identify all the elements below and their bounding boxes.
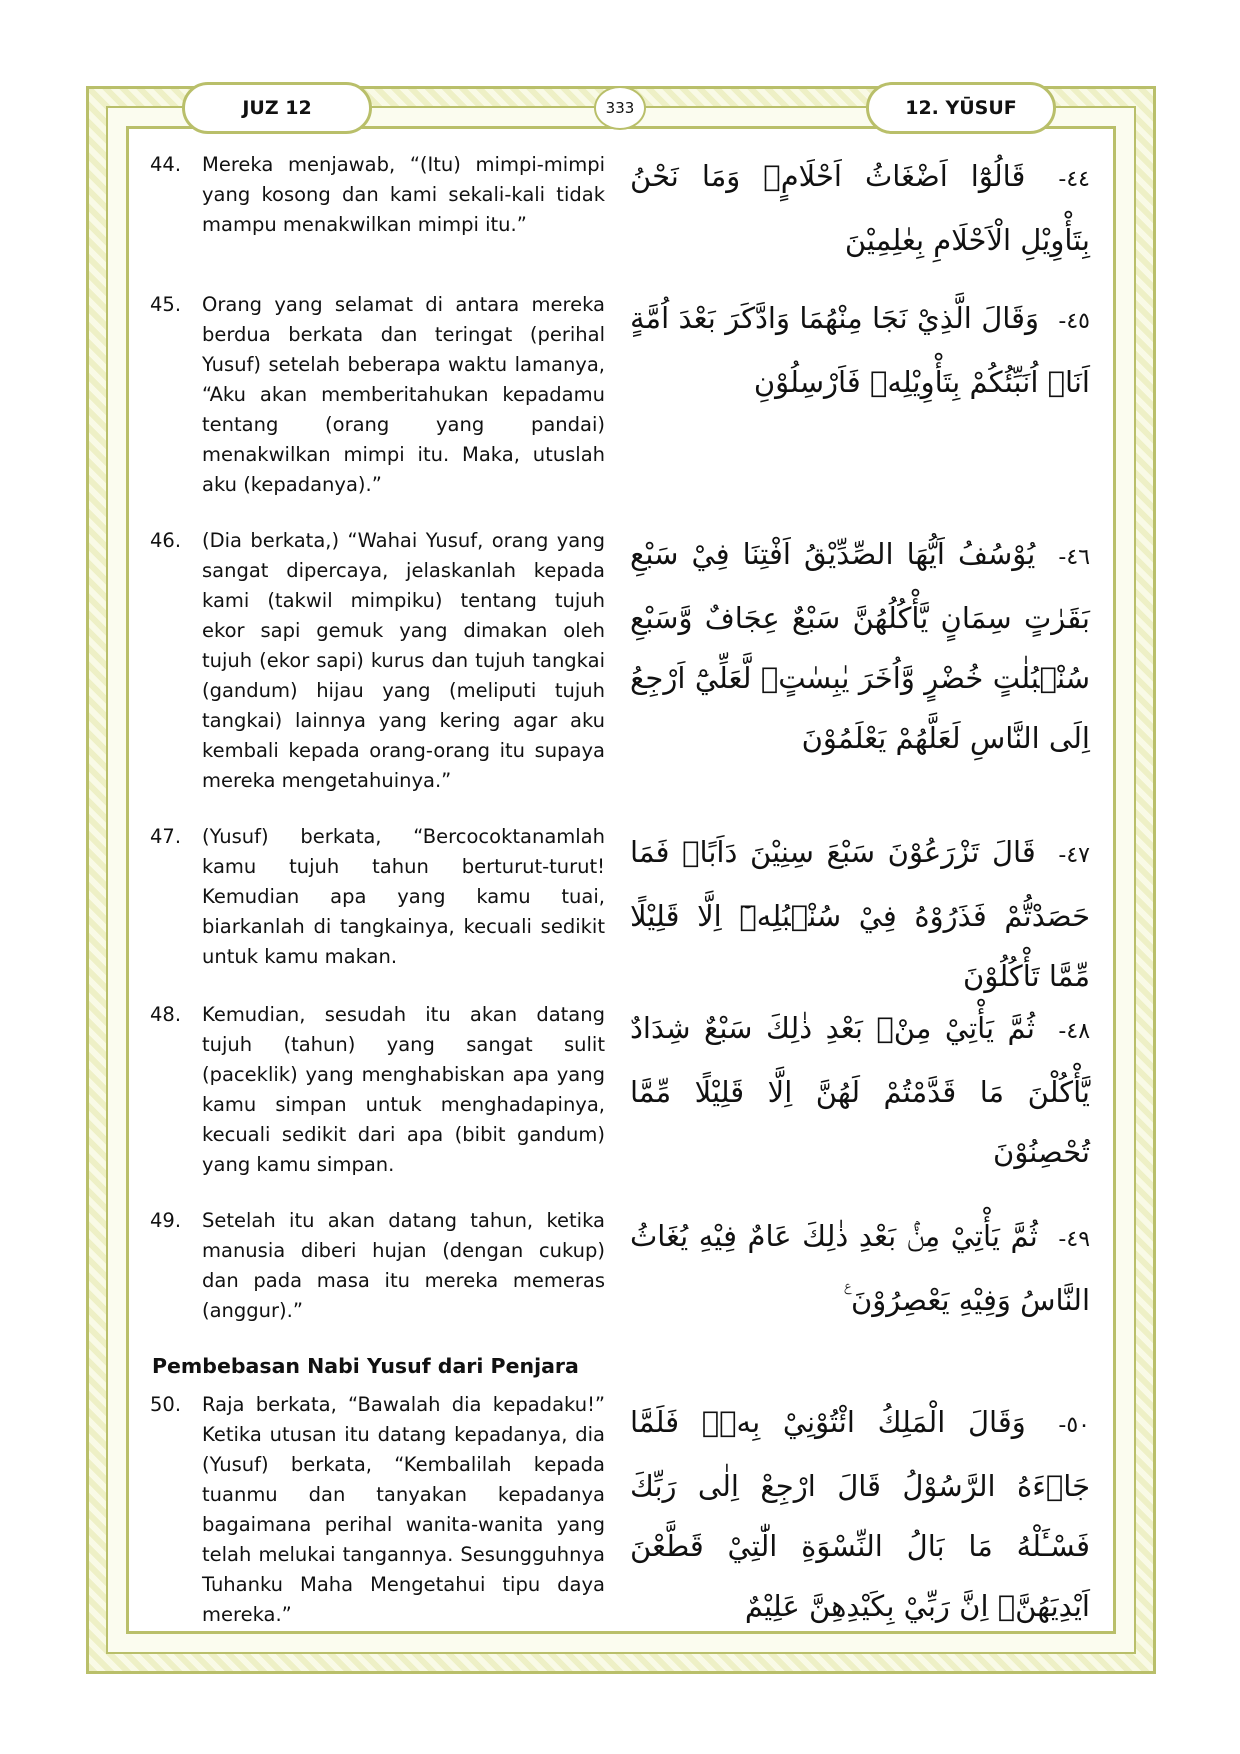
arabic-verse-number: ٥٠- xyxy=(1058,1413,1090,1438)
arabic-verse-number: ٤٩- xyxy=(1058,1227,1091,1252)
verse-number: 47. xyxy=(150,825,182,848)
arabic-text: وَقَالَ الْمَلِكُ ائْتُوْنِيْ بِهٖۚ فَلَمَّا جَاۤءَهُ الرَّسُوْلُ قَالَ ارْجِعْ اِلٰى رَبِّكَ فَسْـَٔلْهُ مَا بَالُ النِّسْوَةِ الّٰتِيْ قَطَّعْنَ اَيْدِيَهُنَّۗ اِنَّ رَبِّيْ بِكَيْدِهِنَّ عَلِيْمٌ xyxy=(630,1405,1090,1623)
translation-text: (Yusuf) berkata, “Bercocoktanamlah kamu tujuh tahun berturut-turut! Kemudian apa yang kamu tuai, biarkanlah di tangkainya, kecuali sedikit untuk kamu makan. xyxy=(202,825,605,968)
translation-verse-48 xyxy=(150,1000,605,1180)
translation-verse-50 xyxy=(150,1390,605,1630)
verse-number: 46. xyxy=(150,529,182,552)
verse-number: 44. xyxy=(150,153,182,176)
surah-label: 12. YŪSUF xyxy=(866,82,1056,134)
translation-text: Raja berkata, “Bawalah dia kepadaku!” Ketika utusan itu datang kepadanya, dia (Yusuf) berkata, “Kembalilah kepada tuanmu dan tanyakan kepadanya bagaimana perihal wanita-wanita yang telah melukai tangannya. Sesungguhnya Tuhanku Maha Mengetahui tipu daya mereka.” xyxy=(202,1393,605,1626)
translation-text: Mereka menjawab, “(Itu) mimpi-mimpi yang kosong dan kami sekali-kali tidak mampu menakwilkan mimpi itu.” xyxy=(202,153,605,236)
arabic-verse-number: ٤٨- xyxy=(1058,1019,1091,1044)
translation-verse-49 xyxy=(150,1206,605,1326)
arabic-verse-number: ٤٤- xyxy=(1058,167,1090,192)
translation-text: Kemudian, sesudah itu akan datang tujuh (tahun) yang sangat sulit (paceklik) yang menghabiskan apa yang kamu simpan untuk menghadapinya, kecuali sedikit dari apa (bibit gandum) yang kamu simpan. xyxy=(202,1003,605,1176)
arabic-text: قَالَ تَزْرَعُوْنَ سَبْعَ سِنِيْنَ دَاَبًاۚ فَمَا حَصَدْتُّمْ فَذَرُوْهُ فِيْ سُنْۢبُلِهٖٓ اِلَّا قَلِيْلًا مِّمَّا تَأْكُلُوْنَ xyxy=(630,835,1090,993)
translation-text: Setelah itu akan datang tahun, ketika manusia diberi hujan (dengan cukup) dan pada masa itu mereka memeras (anggur).” xyxy=(202,1209,605,1322)
arabic-verse-45 xyxy=(630,288,1090,412)
arabic-verse-number: ٤٥- xyxy=(1058,309,1090,334)
translation-verse-45 xyxy=(150,290,605,500)
translation-verse-47 xyxy=(150,822,605,972)
arabic-verse-47 xyxy=(630,822,1090,1006)
arabic-verse-46 xyxy=(630,524,1090,768)
translation-verse-46 xyxy=(150,526,605,796)
arabic-verse-49 xyxy=(630,1206,1090,1330)
verse-number: 50. xyxy=(150,1393,182,1416)
juz-label: JUZ 12 xyxy=(182,82,372,134)
arabic-verse-44 xyxy=(630,146,1090,270)
arabic-text: قَالُوْٓا اَضْغَاثُ اَحْلَامٍۚ وَمَا نَحْنُ بِتَأْوِيْلِ الْاَحْلَامِ بِعٰلِمِيْنَ xyxy=(630,159,1090,257)
page-number: 333 xyxy=(594,86,646,130)
arabic-verse-number: ٤٦- xyxy=(1058,545,1091,570)
arabic-text: وَقَالَ الَّذِيْ نَجَا مِنْهُمَا وَادَّكَرَ بَعْدَ اُمَّةٍ اَنَا۠ اُنَبِّئُكُمْ بِتَأْوِيْلِهٖ فَاَرْسِلُوْنِ xyxy=(630,301,1090,399)
verse-number: 48. xyxy=(150,1003,182,1026)
translation-text: (Dia berkata,) “Wahai Yusuf, orang yang sangat dipercaya, jelaskanlah kepada kami (takwil mimpiku) tentang tujuh ekor sapi gemuk yang dimakan oleh tujuh (ekor sapi) kurus dan tujuh tangkai (gandum) hijau yang (meliputi tujuh tangkai) lainnya yang kering agar aku kembali kepada orang-orang itu supaya mereka mengetahuinya.” xyxy=(202,529,605,792)
verse-number: 49. xyxy=(150,1209,182,1232)
arabic-text: ثُمَّ يَأْتِيْ مِنْۢ بَعْدِ ذٰلِكَ سَبْعٌ شِدَادٌ يَّأْكُلْنَ مَا قَدَّمْتُمْ لَهُنَّ اِلَّا قَلِيْلًا مِّمَّا تُحْصِنُوْنَ xyxy=(630,1011,1090,1169)
arabic-verse-number: ٤٧- xyxy=(1058,843,1090,868)
arabic-text: ثُمَّ يَأْتِيْ مِنْۢ بَعْدِ ذٰلِكَ عَامٌ فِيْهِ يُغَاثُ النَّاسُ وَفِيْهِ يَعْصِرُوْنَ ࣖ xyxy=(630,1219,1090,1317)
translation-verse-44 xyxy=(150,150,605,240)
translation-text: Orang yang selamat di antara mereka berdua berkata dan teringat (perihal Yusuf) setelah beberapa waktu lamanya, “Aku akan memberitahukan kepadamu tentang (orang yang pandai) menakwilkan mimpi itu. Maka, utuslah aku (kepadanya).” xyxy=(202,293,605,496)
arabic-text: يُوْسُفُ اَيُّهَا الصِّدِّيْقُ اَفْتِنَا فِيْ سَبْعِ بَقَرٰتٍ سِمَانٍ يَّأْكُلُهُنَّ سَبْعٌ عِجَافٌ وَّسَبْعِ سُنْۢبُلٰتٍ خُضْرٍ وَّاُخَرَ يٰبِسٰتٍۙ لَّعَلِّيْٓ اَرْجِعُ اِلَى النَّاسِ لَعَلَّهُمْ يَعْلَمُوْنَ xyxy=(630,537,1090,755)
arabic-verse-50 xyxy=(630,1392,1090,1636)
arabic-verse-48 xyxy=(630,998,1090,1182)
section-heading: Pembebasan Nabi Yusuf dari Penjara xyxy=(152,1354,579,1378)
verse-number: 45. xyxy=(150,293,182,316)
